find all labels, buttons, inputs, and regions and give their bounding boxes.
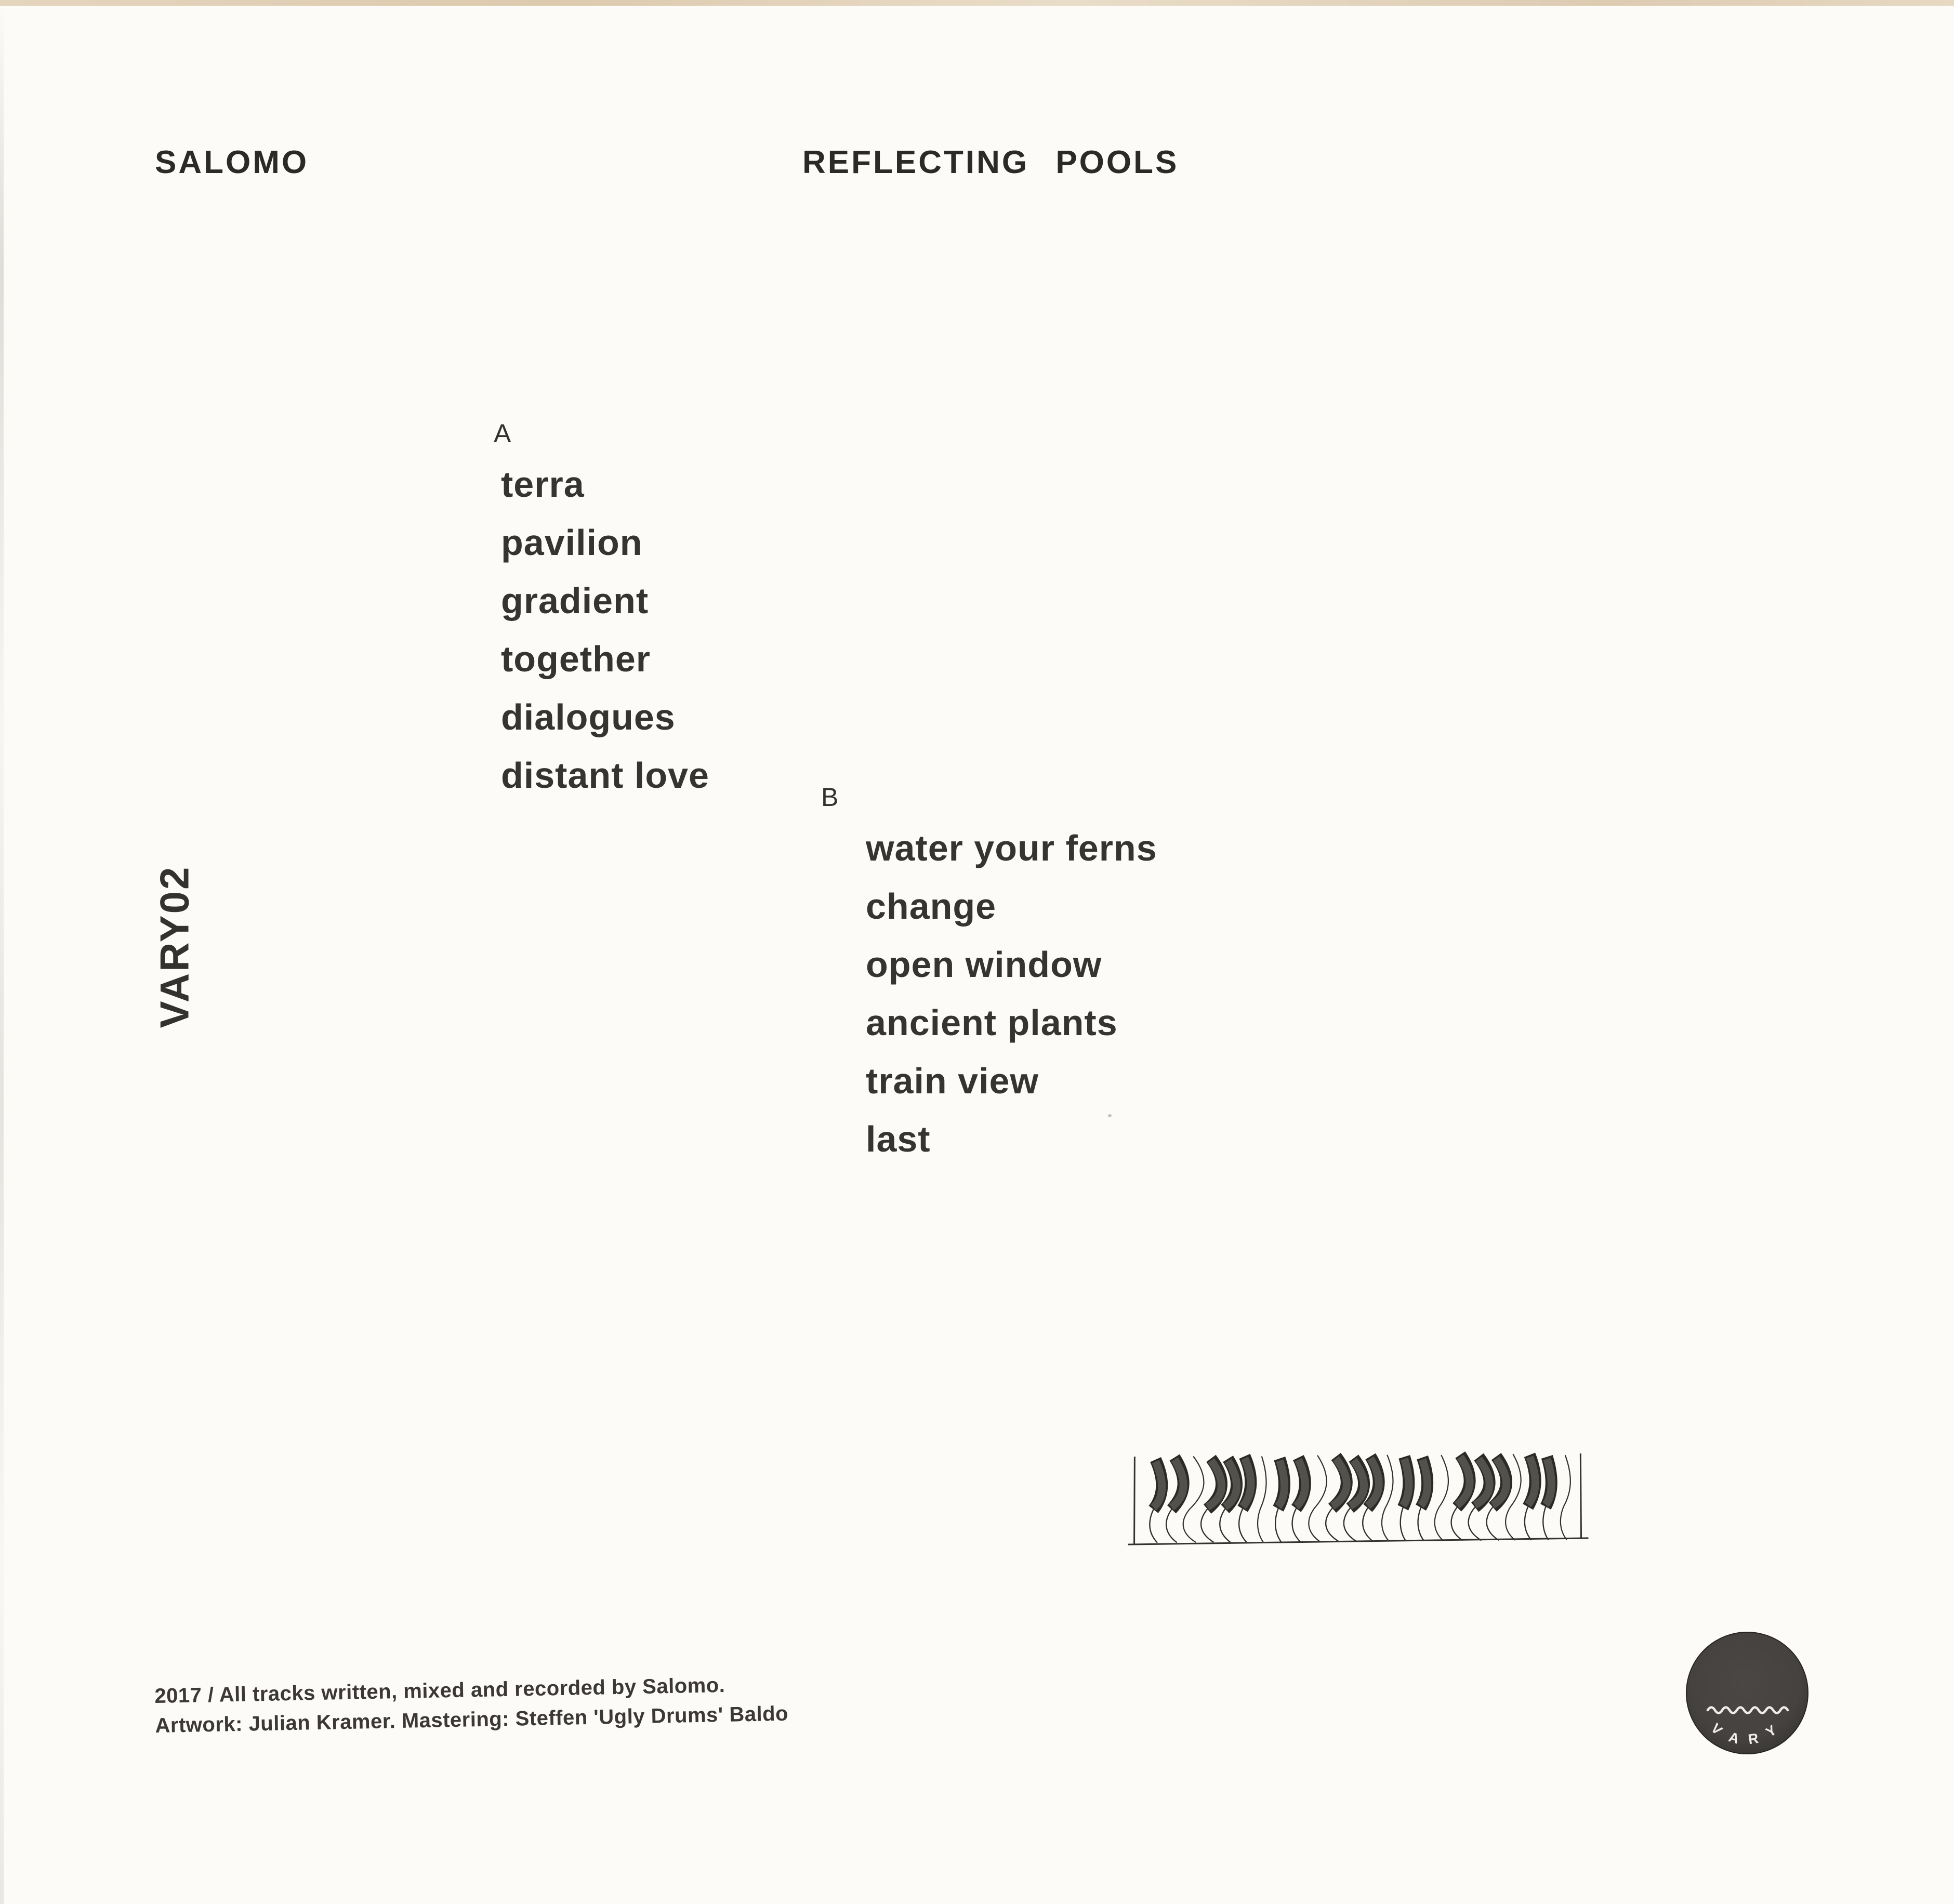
- track-title: distant love: [501, 755, 709, 796]
- track-title: change: [866, 886, 997, 927]
- catalog-number: VARY02: [151, 865, 197, 1028]
- warped-piano-graphic: [1125, 1449, 1590, 1554]
- credits-line-1: 2017 / All tracks written, mixed and recorded by Salomo.: [154, 1673, 725, 1708]
- logo-letter-v: V: [1708, 1720, 1726, 1738]
- credits-line-2: Artwork: Julian Kramer. Mastering: Steffen 'Ugly Drums' Baldo: [155, 1702, 789, 1737]
- track-title: pavilion: [501, 522, 643, 563]
- track-title: train view: [866, 1061, 1039, 1101]
- track-title: ancient plants: [866, 1002, 1118, 1043]
- logo-letter-y: Y: [1763, 1722, 1779, 1740]
- logo-circle: [1686, 1632, 1808, 1754]
- scan-edge-left: [0, 0, 4, 1904]
- vary-records-logo: [1684, 1631, 1811, 1757]
- credits: [154, 1670, 789, 1741]
- side-b-tracklist: [821, 783, 1157, 1168]
- track-title: last: [866, 1119, 931, 1159]
- logo-letter-a: A: [1726, 1729, 1741, 1747]
- vary-logo-svg: [1684, 1631, 1811, 1757]
- track-title: together: [501, 639, 651, 679]
- side-a-tracks: [494, 455, 709, 804]
- side-a-tracklist: [494, 419, 709, 804]
- track-title: dialogues: [501, 697, 676, 737]
- artist-name: SALOMO: [155, 144, 309, 180]
- track-title: gradient: [501, 580, 649, 621]
- track-title: open window: [866, 944, 1102, 985]
- dust-speck: [1108, 1114, 1112, 1117]
- track-title: water your ferns: [866, 828, 1157, 868]
- side-b-tracks: [821, 819, 1157, 1168]
- track-title: terra: [501, 464, 585, 505]
- scan-edge-top: [0, 0, 1954, 6]
- side-b-label: B: [821, 783, 839, 812]
- side-a-label: A: [494, 419, 511, 448]
- album-title: REFLECTING POOLS: [802, 144, 1179, 180]
- logo-letter-r: R: [1747, 1730, 1760, 1748]
